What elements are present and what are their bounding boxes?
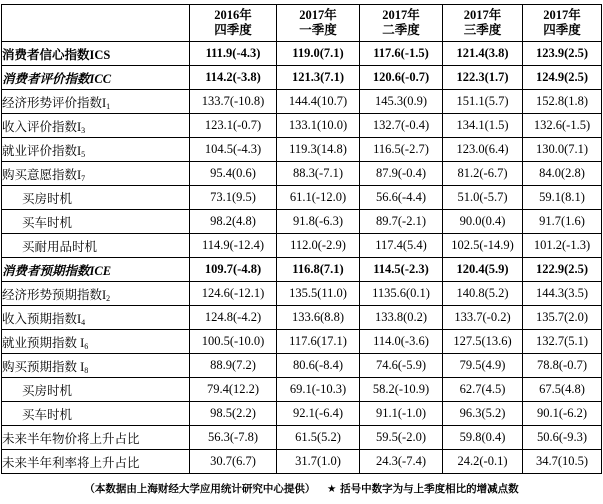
- row-label: 买房时机: [2, 378, 190, 402]
- row-label: 消费者评价指数ICC: [2, 66, 190, 90]
- cell-value: 114.9(-12.4): [190, 234, 277, 258]
- cell-value: 31.7(1.0): [277, 450, 360, 474]
- row-label: 未来半年物价将上升占比: [2, 426, 190, 450]
- cell-value: 120.6(-0.7): [360, 66, 443, 90]
- row-label: 买车时机: [2, 210, 190, 234]
- cell-value: 114.5(-2.3): [360, 258, 443, 282]
- cell-value: 114.2(-3.8): [190, 66, 277, 90]
- row-label: 未来半年利率将上升占比: [2, 450, 190, 474]
- cell-value: 133.7(-0.2): [443, 306, 523, 330]
- cell-value: 121.3(7.1): [277, 66, 360, 90]
- footnote: [0, 479, 603, 499]
- cell-value: 59.1(8.1): [523, 186, 602, 210]
- cell-value: 133.7(-10.8): [190, 90, 277, 114]
- row-label: 收入评价指数I3: [2, 114, 190, 138]
- cell-value: 51.0(-5.7): [443, 186, 523, 210]
- row-label: 就业评价指数I5: [2, 138, 190, 162]
- cell-value: 151.1(5.7): [443, 90, 523, 114]
- header-row: [2, 5, 602, 42]
- cell-value: 56.6(-4.4): [360, 186, 443, 210]
- cell-value: 122.9(2.5): [523, 258, 602, 282]
- cell-value: 90.0(0.4): [443, 210, 523, 234]
- table-row: [2, 426, 602, 450]
- cell-value: 61.5(5.2): [277, 426, 360, 450]
- cell-value: 119.3(14.8): [277, 138, 360, 162]
- row-label: 购买预期指数 I8: [2, 354, 190, 378]
- cell-value: 152.8(1.8): [523, 90, 602, 114]
- cell-value: 73.1(9.5): [190, 186, 277, 210]
- cell-value: 91.7(1.6): [523, 210, 602, 234]
- header-period: 2016年 四季度: [190, 5, 277, 42]
- cell-value: 132.7(-0.4): [360, 114, 443, 138]
- cell-value: 59.8(0.4): [443, 426, 523, 450]
- table-row: [2, 282, 602, 306]
- cell-value: 101.2(-1.3): [523, 234, 602, 258]
- row-label: 经济形势预期指数I2: [2, 282, 190, 306]
- table-row: [2, 330, 602, 354]
- cell-value: 124.8(-4.2): [190, 306, 277, 330]
- cell-value: 30.7(6.7): [190, 450, 277, 474]
- consumer-confidence-table: [1, 4, 602, 474]
- cell-value: 132.6(-1.5): [523, 114, 602, 138]
- table-row: [2, 450, 602, 474]
- cell-value: 124.6(-12.1): [190, 282, 277, 306]
- cell-value: 100.5(-10.0): [190, 330, 277, 354]
- cell-value: 34.7(10.5): [523, 450, 602, 474]
- cell-value: 98.5(2.2): [190, 402, 277, 426]
- header-period: 2017年 二季度: [360, 5, 443, 42]
- cell-value: 74.6(-5.9): [360, 354, 443, 378]
- cell-value: 120.4(5.9): [443, 258, 523, 282]
- cell-value: 50.6(-9.3): [523, 426, 602, 450]
- cell-value: 56.3(-7.8): [190, 426, 277, 450]
- cell-value: 61.1(-12.0): [277, 186, 360, 210]
- cell-value: 135.5(11.0): [277, 282, 360, 306]
- header-period: 2017年 一季度: [277, 5, 360, 42]
- cell-value: 123.1(-0.7): [190, 114, 277, 138]
- cell-value: 122.3(1.7): [443, 66, 523, 90]
- cell-value: 112.0(-2.9): [277, 234, 360, 258]
- cell-value: 87.9(-0.4): [360, 162, 443, 186]
- cell-value: 91.1(-1.0): [360, 402, 443, 426]
- cell-value: 144.3(3.5): [523, 282, 602, 306]
- cell-value: 90.1(-6.2): [523, 402, 602, 426]
- table-row: [2, 306, 602, 330]
- cell-value: 79.4(12.2): [190, 378, 277, 402]
- row-label: 经济形势评价指数I1: [2, 90, 190, 114]
- cell-value: 144.4(10.7): [277, 90, 360, 114]
- table-row: [2, 42, 602, 66]
- cell-value: 117.4(5.4): [360, 234, 443, 258]
- row-label: 购买意愿指数I7: [2, 162, 190, 186]
- cell-value: 1135.6(0.1): [360, 282, 443, 306]
- cell-value: 119.0(7.1): [277, 42, 360, 66]
- footnote-note: ★ 括号中数字为与上季度相比的增减点数: [327, 483, 519, 495]
- cell-value: 134.1(1.5): [443, 114, 523, 138]
- header-period: 2017年 三季度: [443, 5, 523, 42]
- table-row: [2, 90, 602, 114]
- row-label: 买耐用品时机: [2, 234, 190, 258]
- cell-value: 133.8(0.2): [360, 306, 443, 330]
- cell-value: 81.2(-6.7): [443, 162, 523, 186]
- table-row: [2, 354, 602, 378]
- cell-value: 79.5(4.9): [443, 354, 523, 378]
- table-row: [2, 138, 602, 162]
- header-period: 2017年 四季度: [523, 5, 602, 42]
- cell-value: 59.5(-2.0): [360, 426, 443, 450]
- cell-value: 109.7(-4.8): [190, 258, 277, 282]
- cell-value: 114.0(-3.6): [360, 330, 443, 354]
- footnote-source: （本数据由上海财经大学应用统计研究中心提供）: [84, 483, 316, 495]
- cell-value: 88.9(7.2): [190, 354, 277, 378]
- cell-value: 89.7(-2.1): [360, 210, 443, 234]
- cell-value: 133.6(8.8): [277, 306, 360, 330]
- cell-value: 127.5(13.6): [443, 330, 523, 354]
- cell-value: 96.3(5.2): [443, 402, 523, 426]
- table-row: [2, 162, 602, 186]
- cell-value: 92.1(-6.4): [277, 402, 360, 426]
- cell-value: 130.0(7.1): [523, 138, 602, 162]
- cell-value: 117.6(17.1): [277, 330, 360, 354]
- cell-value: 132.7(5.1): [523, 330, 602, 354]
- cell-value: 67.5(4.8): [523, 378, 602, 402]
- cell-value: 116.5(-2.7): [360, 138, 443, 162]
- cell-value: 69.1(-10.3): [277, 378, 360, 402]
- table-row: [2, 402, 602, 426]
- cell-value: 78.8(-0.7): [523, 354, 602, 378]
- row-label: 收入预期指数I4: [2, 306, 190, 330]
- cell-value: 117.6(-1.5): [360, 42, 443, 66]
- cell-value: 102.5(-14.9): [443, 234, 523, 258]
- cell-value: 133.1(10.0): [277, 114, 360, 138]
- row-label: 买车时机: [2, 402, 190, 426]
- cell-value: 24.3(-7.4): [360, 450, 443, 474]
- row-label: 消费者预期指数ICE: [2, 258, 190, 282]
- table-row: [2, 378, 602, 402]
- table-row: [2, 66, 602, 90]
- cell-value: 111.9(-4.3): [190, 42, 277, 66]
- table-row: [2, 186, 602, 210]
- table-row: [2, 234, 602, 258]
- cell-value: 91.8(-6.3): [277, 210, 360, 234]
- cell-value: 104.5(-4.3): [190, 138, 277, 162]
- cell-value: 98.2(4.8): [190, 210, 277, 234]
- cell-value: 123.9(2.5): [523, 42, 602, 66]
- table-row: [2, 114, 602, 138]
- header-corner: [2, 5, 190, 42]
- cell-value: 84.0(2.8): [523, 162, 602, 186]
- cell-value: 123.0(6.4): [443, 138, 523, 162]
- row-label: 买房时机: [2, 186, 190, 210]
- row-label: 消费者信心指数ICS: [2, 42, 190, 66]
- table-row: [2, 210, 602, 234]
- cell-value: 24.2(-0.1): [443, 450, 523, 474]
- cell-value: 88.3(-7.1): [277, 162, 360, 186]
- cell-value: 62.7(4.5): [443, 378, 523, 402]
- cell-value: 58.2(-10.9): [360, 378, 443, 402]
- table-row: [2, 258, 602, 282]
- cell-value: 121.4(3.8): [443, 42, 523, 66]
- row-label: 就业预期指数 I6: [2, 330, 190, 354]
- cell-value: 95.4(0.6): [190, 162, 277, 186]
- cell-value: 80.6(-8.4): [277, 354, 360, 378]
- cell-value: 116.8(7.1): [277, 258, 360, 282]
- cell-value: 140.8(5.2): [443, 282, 523, 306]
- cell-value: 124.9(2.5): [523, 66, 602, 90]
- cell-value: 135.7(2.0): [523, 306, 602, 330]
- cell-value: 145.3(0.9): [360, 90, 443, 114]
